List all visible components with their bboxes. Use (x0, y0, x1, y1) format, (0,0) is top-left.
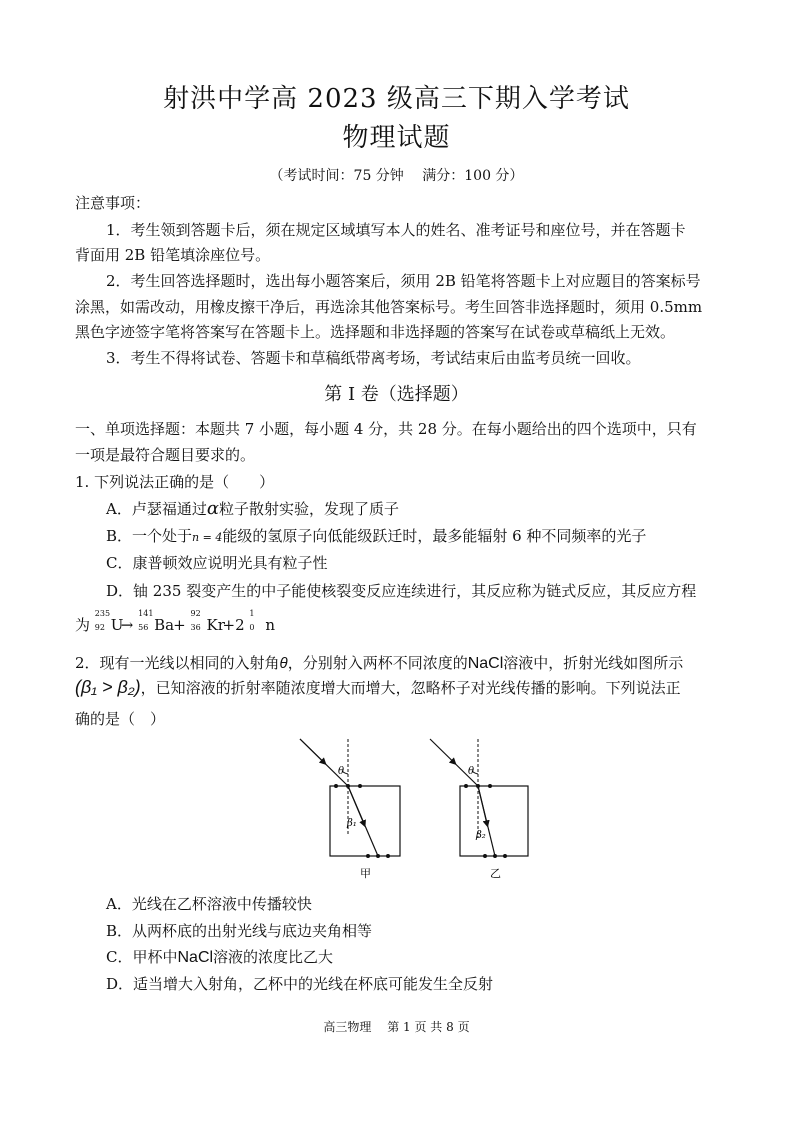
q1-option-b: B．一个处于n = 4能级的氢原子向低能级跃迁时，最多能辐射 6 种不同频率的光子 (106, 527, 647, 545)
label-jia: 甲 (360, 867, 371, 880)
beaker-jia (300, 739, 400, 880)
beaker-yi (430, 739, 528, 880)
q2-option-c: C．甲杯中NaCl溶液的浓度比乙大 (106, 948, 334, 966)
exam-subject: 物理试题 (342, 123, 451, 153)
notice-line: 涂黑，如需改动，用橡皮擦干净后，再选涂其他答案标号。考生回答非选择题时，须用 0.5mm (75, 298, 703, 316)
q1-option-a: A．卢瑟福通过α粒子散射实验，发现了质子 (106, 498, 400, 519)
theta-label: θ (468, 766, 475, 777)
q1-option-d: D．铀 235 裂变产生的中子能使核裂变反应连续进行，其反应称为链式反应，其反应方程 (106, 582, 697, 600)
section-title: 第 I 卷（选择题） (324, 384, 469, 405)
beta2-label: β₂ (476, 830, 486, 841)
page-footer: 高三物理 第 1 页 共 8 页 (323, 1020, 470, 1034)
section-intro: 一项是最符合题目要求的。 (75, 446, 256, 464)
section-intro: 一、单项选择题：本题共 7 小题，每小题 4 分，共 28 分。在每小题给出的四个选项中，只有 (75, 420, 697, 438)
exam-title: 射洪中学高 2023 级高三下期入学考试 (163, 84, 630, 114)
notice-line: 背面用 2B 铅笔填涂座位号。 (75, 246, 271, 264)
notice-line: 黑色字迹签字笔将答案写在答题卡上。选择题和非选择题的答案写在试卷或草稿纸上无效。 (75, 323, 676, 341)
q2-stem-line1: 2．现有一光线以相同的入射角θ，分别射入两杯不同浓度的NaCl溶液中，折射光线如图所示 (75, 654, 684, 672)
q1-stem: 1. 下列说法正确的是（ ） (75, 473, 275, 491)
label-yi: 乙 (490, 867, 501, 880)
theta-label: θ (338, 766, 345, 777)
notice-heading: 注意事项： (75, 194, 151, 212)
notice-line: 3．考生不得将试卷、答题卡和草稿纸带离考场，考试结束后由监考员统一回收。 (106, 349, 641, 367)
q2-option-d: D．适当增大入射角，乙杯中的光线在杯底可能发生全反射 (106, 975, 494, 993)
q1-option-c: C．康普顿效应说明光具有粒子性 (106, 554, 328, 572)
q2-option-b: B．从两杯底的出射光线与底边夹角相等 (106, 922, 373, 940)
q2-stem-line3: 确的是（ ） (75, 710, 166, 728)
notice-line: 2．考生回答选择题时，选出每小题答案后，须用 2B 铅笔将答题卡上对应题目的答案标号 (106, 272, 701, 290)
q2-stem-line2: (β₁ > β₂)，已知溶液的折射率随浓度增大而增大，忽略杯子对光线传播的影响。下列说法正 (75, 677, 681, 697)
notice-line: 1．考生领到答题卡后，须在规定区域填写本人的姓名、准考证号和座位号，并在答题卡 (106, 221, 686, 239)
exam-info: （考试时间：75 分钟 满分：100 分） (269, 168, 524, 184)
beta1-label: β₁ (347, 818, 357, 829)
q1-equation: 为 235 92 U→ 141 56 Ba+ 92 36 Kr+2 1 0 n (75, 609, 276, 634)
q2-figure (290, 734, 540, 884)
q2-option-a: A．光线在乙杯溶液中传播较快 (106, 895, 312, 913)
